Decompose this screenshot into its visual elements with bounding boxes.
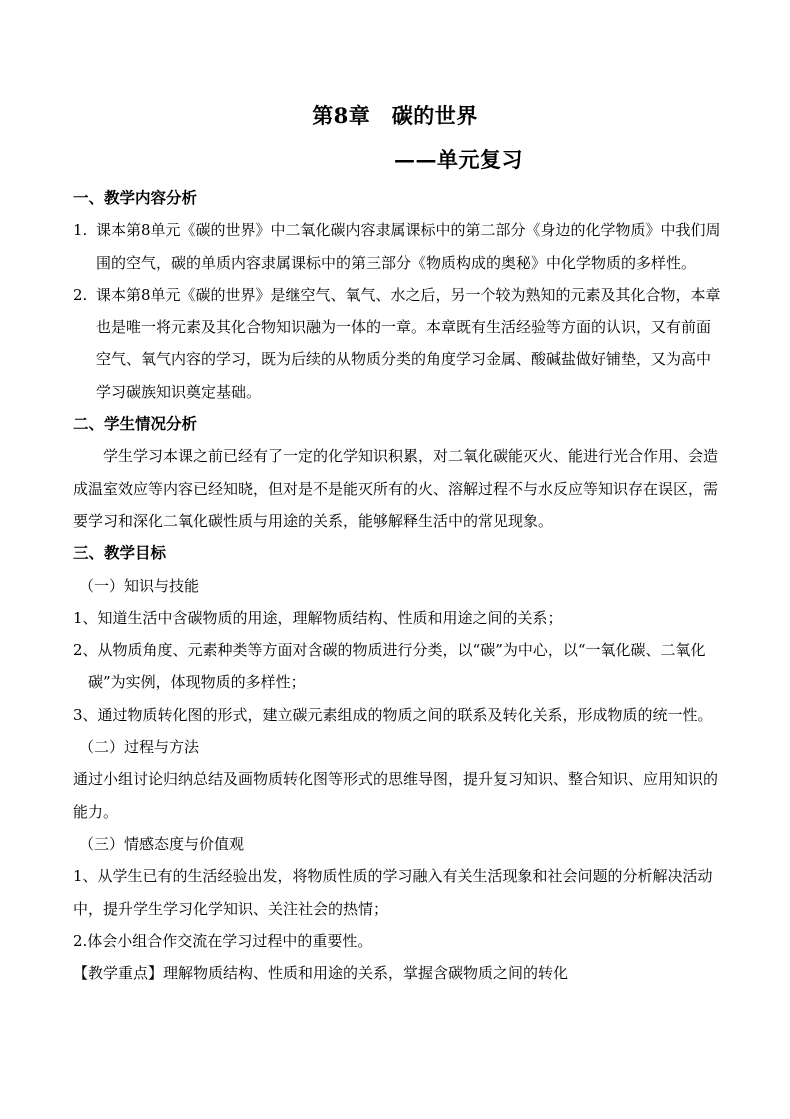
document-title: 第8章 碳的世界 — [312, 103, 478, 128]
subsection-process-label: （二）过程与方法 — [79, 738, 200, 757]
attitude-item-1: 1、从学生已有的生活经验出发，将物质性质的学习融入有关生活现象和社会问题的分析解决活动中，提升学生学习化学知识、关注社会的热情； — [73, 867, 713, 918]
subsection-knowledge-label: （一）知识与技能 — [79, 576, 200, 595]
item-text: 课本第8单元《碳的世界》是继空气、氧气、水之后，另一个较为熟知的元素及其化合物，本章也是唯一将元素及其化合物知识融为一体的一章。本章既有生活经验等方面的认识，又有前面空气、氧气内容的学习，既为后续的从物质分类的角度学习金属、酸碱盐做好铺垫，又为高中学习碳族知识奠定基础。 — [96, 285, 721, 401]
section2-heading: 二、学生情况分析 — [73, 414, 198, 434]
process-paragraph: 通过小组讨论归纳总结及画物质转化图等形式的思维导图，提升复习知识、整合知识、应用知识的能力。 — [73, 770, 719, 821]
key-point-text: 理解物质结构、性质和用途的关系，掌握含碳物质之间的转化 — [163, 964, 569, 983]
section1-item-2 — [73, 279, 721, 408]
key-point-label: 【教学重点】 — [73, 964, 164, 983]
item-number: 1. — [73, 221, 88, 240]
section1-item-1 — [73, 214, 721, 279]
document-subtitle: ——单元复习 — [394, 147, 523, 172]
attitude-item-2: 2.体会小组合作交流在学习过程中的重要性。 — [73, 931, 373, 950]
item-text: 课本第8单元《碳的世界》中二氧化碳内容隶属课标中的第二部分《身边的化学物质》中我们周围的空气，碳的单质内容隶属课标中的第三部分《物质构成的奥秘》中化学物质的多样性。 — [96, 221, 721, 272]
knowledge-item-3: 3、通过物质转化图的形式，建立碳元素组成的物质之间的联系及转化关系，形成物质的统一性。 — [73, 705, 713, 724]
section2-paragraph: 学生学习本课之前已经有了一定的化学知识积累，对二氧化碳能灭火、能进行光合作用、会造成温室效应等内容已经知晓，但对是不是能灭所有的火、溶解过程不与水反应等知识存在误区，需要学习和深化二氧化碳性质与用途的关系，能够解释生活中的常见现象。 — [73, 447, 719, 530]
key-point — [73, 957, 721, 989]
item-number: 2. — [73, 285, 88, 304]
knowledge-item-2: 2、从物质角度、元素种类等方面对含碳的物质进行分类，以“碳”为中心，以“一氧化碳、二氧化碳”为实例，体现物质的多样性； — [73, 641, 706, 692]
section3-heading: 三、教学目标 — [73, 543, 167, 563]
subsection-attitude-label: （三）情感态度与价值观 — [79, 834, 245, 853]
knowledge-item-1: 1、知道生活中含碳物质的用途，理解物质结构、性质和用途之间的关系； — [73, 608, 563, 627]
section1-heading: 一、教学内容分析 — [73, 188, 198, 207]
document-body — [73, 182, 721, 989]
